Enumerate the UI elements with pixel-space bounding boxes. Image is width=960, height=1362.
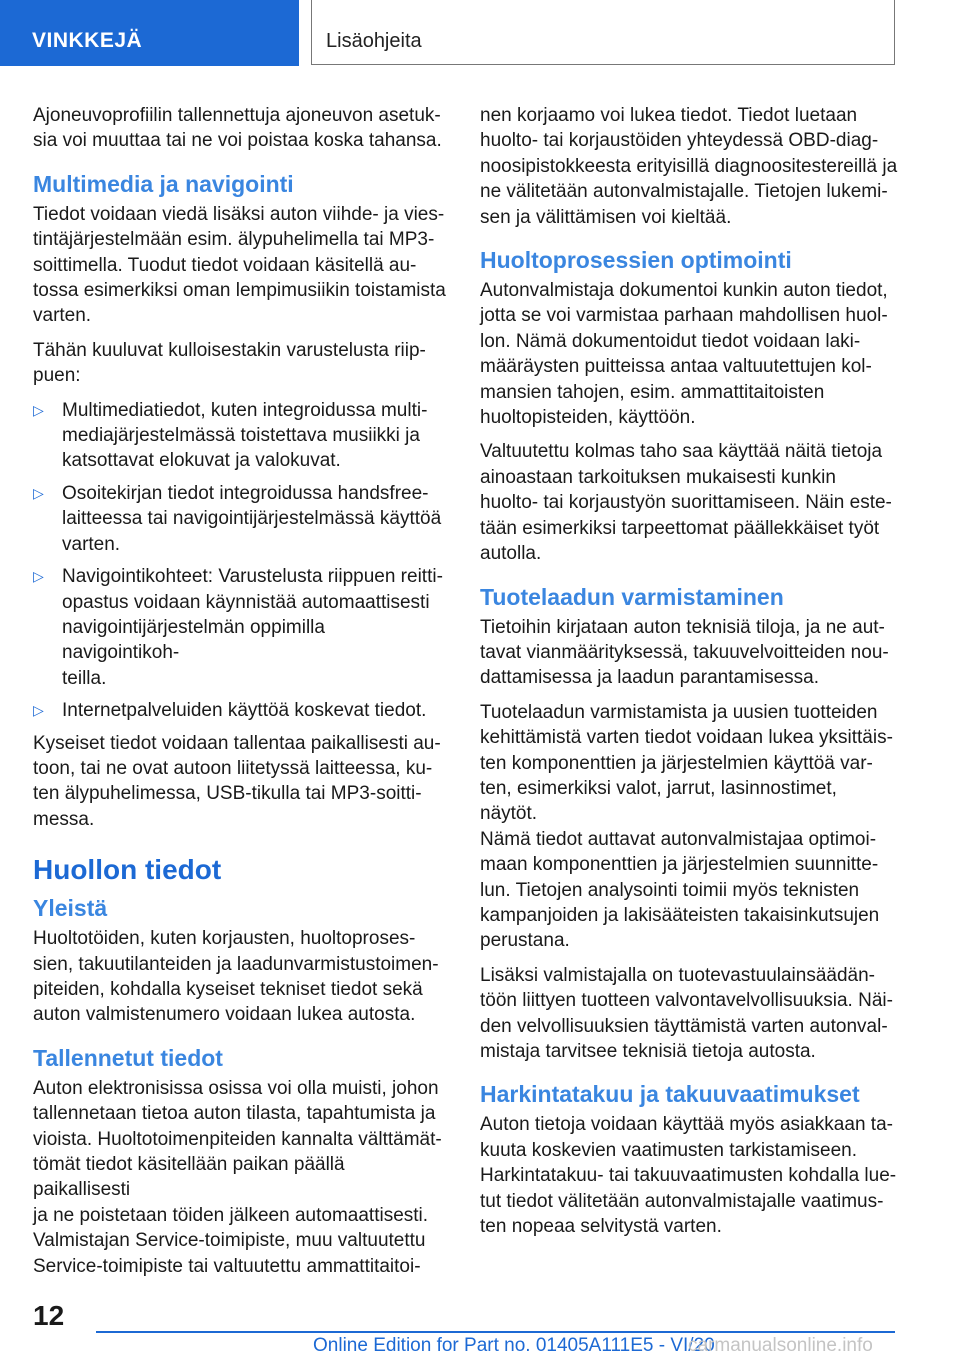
bullet-text: Multimediatiedot, kuten integroidussa multi- mediajärjestelmässä toistettava musiikki ja katsottavat elokuvat ja valokuvat. bbox=[62, 399, 428, 472]
heading-quality: Tuotelaadun varmistaminen bbox=[480, 583, 784, 610]
page-number: 12 bbox=[33, 1300, 65, 1331]
heading-multimedia: Multimedia ja navigointi bbox=[33, 170, 294, 197]
heading-general: Yleistä bbox=[33, 895, 108, 922]
section-title: Lisäohjeita bbox=[311, 0, 895, 65]
bullet-item bbox=[33, 398, 447, 474]
quality-paragraph-2: Tuotelaadun varmistamista ja uusien tuotteiden kehittämistä varten tiedot voidaan lukea yksittäis- ten komponenttien ja järjestelmien käyttöä var- ten, esimerkiksi valot, jarrut, lasinnostimet, näytöt. Nämä tiedot auttavat autonvalmistajaa optimoi- maan komponenttien ja järjestelmien suunnitte- lun. Tietojen analysointi toimii myös teknisten kampanjoiden ja lakisääteisten takaisinkutsujen perustana. bbox=[480, 701, 893, 952]
quality-paragraph-1: Tietoihin kirjataan auton teknisiä tiloja, ja ne aut- tavat vianmäärityksessä, takuuvelvoitteiden nou- dattamisessa ja laadun parantamisessa. bbox=[480, 616, 889, 689]
section-tab: VINKKEJÄ bbox=[0, 0, 299, 66]
heading-service-data: Huollon tiedot bbox=[33, 854, 222, 886]
multimedia-paragraph-1: Tiedot voidaan viedä lisäksi auton viihde- ja vies- tintäjärjestelmään esim. älypuhelimella tai MP3- soittimella. Tuodut tiedot voidaan käsitellä au- tossa esimerkiksi oman lempimusiikin toistamista varten. bbox=[33, 203, 446, 327]
bullet-text: Navigointikohteet: Varustelusta riippuen reitti- opastus voidaan käynnistää automaattisesti navigointijärjestelmän oppimilla navigointikoh- teilla. bbox=[62, 566, 443, 689]
heading-stored-data: Tallennetut tiedot bbox=[33, 1044, 223, 1071]
right-column bbox=[480, 103, 898, 1248]
general-paragraph: Huoltotöiden, kuten korjausten, huoltoproses- sien, takuutilanteiden ja laadunvarmistustoimen- piteiden, kohdalla kyseiset tekniset tiedot sekä auton valmistenumero voidaan lukea autosta. bbox=[33, 928, 439, 1026]
stored-paragraph: Auton elektronisissa osissa voi olla muisti, johon tallennetaan tietoa auton tilasta, tapahtumista ja vioista. Huoltotoimenpiteiden kannalta välttämät- tömät tiedot käsitellään paikan päällä paikallisesti ja ne poistetaan töiden jälkeen automaattisesti. Valmistajan Service-toimipiste, muu valtuutettu Service-toimipiste tai valtuutettu ammattitaitoi- bbox=[33, 1077, 442, 1277]
bullet-item bbox=[33, 481, 447, 557]
triangle-bullet-icon: ▷ bbox=[33, 568, 44, 585]
bullet-text: Internetpalveluiden käyttöä koskevat tiedot. bbox=[62, 700, 427, 722]
continued-paragraph: nen korjaamo voi lukea tiedot. Tiedot luetaan huolto- tai korjaustöiden yhteydessä OBD-diag- noosipistokkeesta erityisillä diagnoositestereillä ja ne välitetään autonvalmistajalle. Tietojen lukemi- sen ja välittämisen voi kieltää. bbox=[480, 105, 898, 228]
optimization-paragraph-1: Autonvalmistaja dokumentoi kunkin auton tiedot, jotta se voi varmistaa parhaan mahdollisen huol- lon. Nämä dokumentoidut tiedot voidaan laki- määräysten puitteissa antaa valtuutettujen kol- mansien tahojen, esim. ammattitaitoisten huoltopisteiden, käyttöön. bbox=[480, 280, 888, 429]
bullet-item bbox=[33, 564, 447, 691]
triangle-bullet-icon: ▷ bbox=[33, 702, 44, 719]
heading-warranty: Harkintatakuu ja takuuvaatimukset bbox=[480, 1081, 860, 1108]
footer-divider bbox=[96, 1331, 895, 1333]
footer-edition: Online Edition for Part no. 01405A111E5 - VI/20 bbox=[313, 1335, 715, 1356]
warranty-paragraph: Auton tietoja voidaan käyttää myös asiakkaan ta- kuuta koskevien vaatimusten tarkistamiseen. Harkintatakuu- tai takuuvaatimusten kohdalla lue- tut tiedot välitetään autonvalmistajalle vaatimus- ten nopeaa selvitystä varten. bbox=[480, 1114, 897, 1238]
left-column bbox=[33, 103, 447, 1288]
triangle-bullet-icon: ▷ bbox=[33, 484, 44, 501]
bullet-item bbox=[33, 698, 447, 723]
heading-optimization: Huoltoprosessien optimointi bbox=[480, 247, 792, 274]
intro-paragraph: Ajoneuvoprofiilin tallennettuja ajoneuvon asetuk- sia voi muuttaa tai ne voi poistaa koska tahansa. bbox=[33, 105, 442, 152]
quality-paragraph-3: Lisäksi valmistajalla on tuotevastuulainsäädän- töön liittyen tuotteen valvontavelvollisuuksia. Näi- den velvollisuuksien täyttämistä varten autonval- mistaja tarvitsee teknisiä tietoja autosta. bbox=[480, 964, 893, 1062]
multimedia-paragraph-2: Tähän kuuluvat kulloisestakin varustelusta riip- puen: bbox=[33, 339, 426, 387]
watermark: carmanualsonline.info bbox=[688, 1335, 873, 1356]
optimization-paragraph-2: Valtuutettu kolmas taho saa käyttää näitä tietoja ainoastaan tarkoituksen mukaisesti kunkin huolto- tai korjaustyön suorittamiseen. Näin este- tään esimerkiksi tarpeettomat päällekkäiset työt autolla. bbox=[480, 441, 892, 565]
multimedia-paragraph-3: Kyseiset tiedot voidaan tallentaa paikallisesti au- toon, tai ne ovat autoon liitetyssä laitteessa, ku- ten älypuhelimessa, USB-tikulla tai MP3-soitti- messa. bbox=[33, 732, 441, 830]
bullet-text: Osoitekirjan tiedot integroidussa handsfree- laitteessa tai navigointijärjestelmässä käyttöä varten. bbox=[62, 482, 442, 555]
triangle-bullet-icon: ▷ bbox=[33, 401, 44, 418]
